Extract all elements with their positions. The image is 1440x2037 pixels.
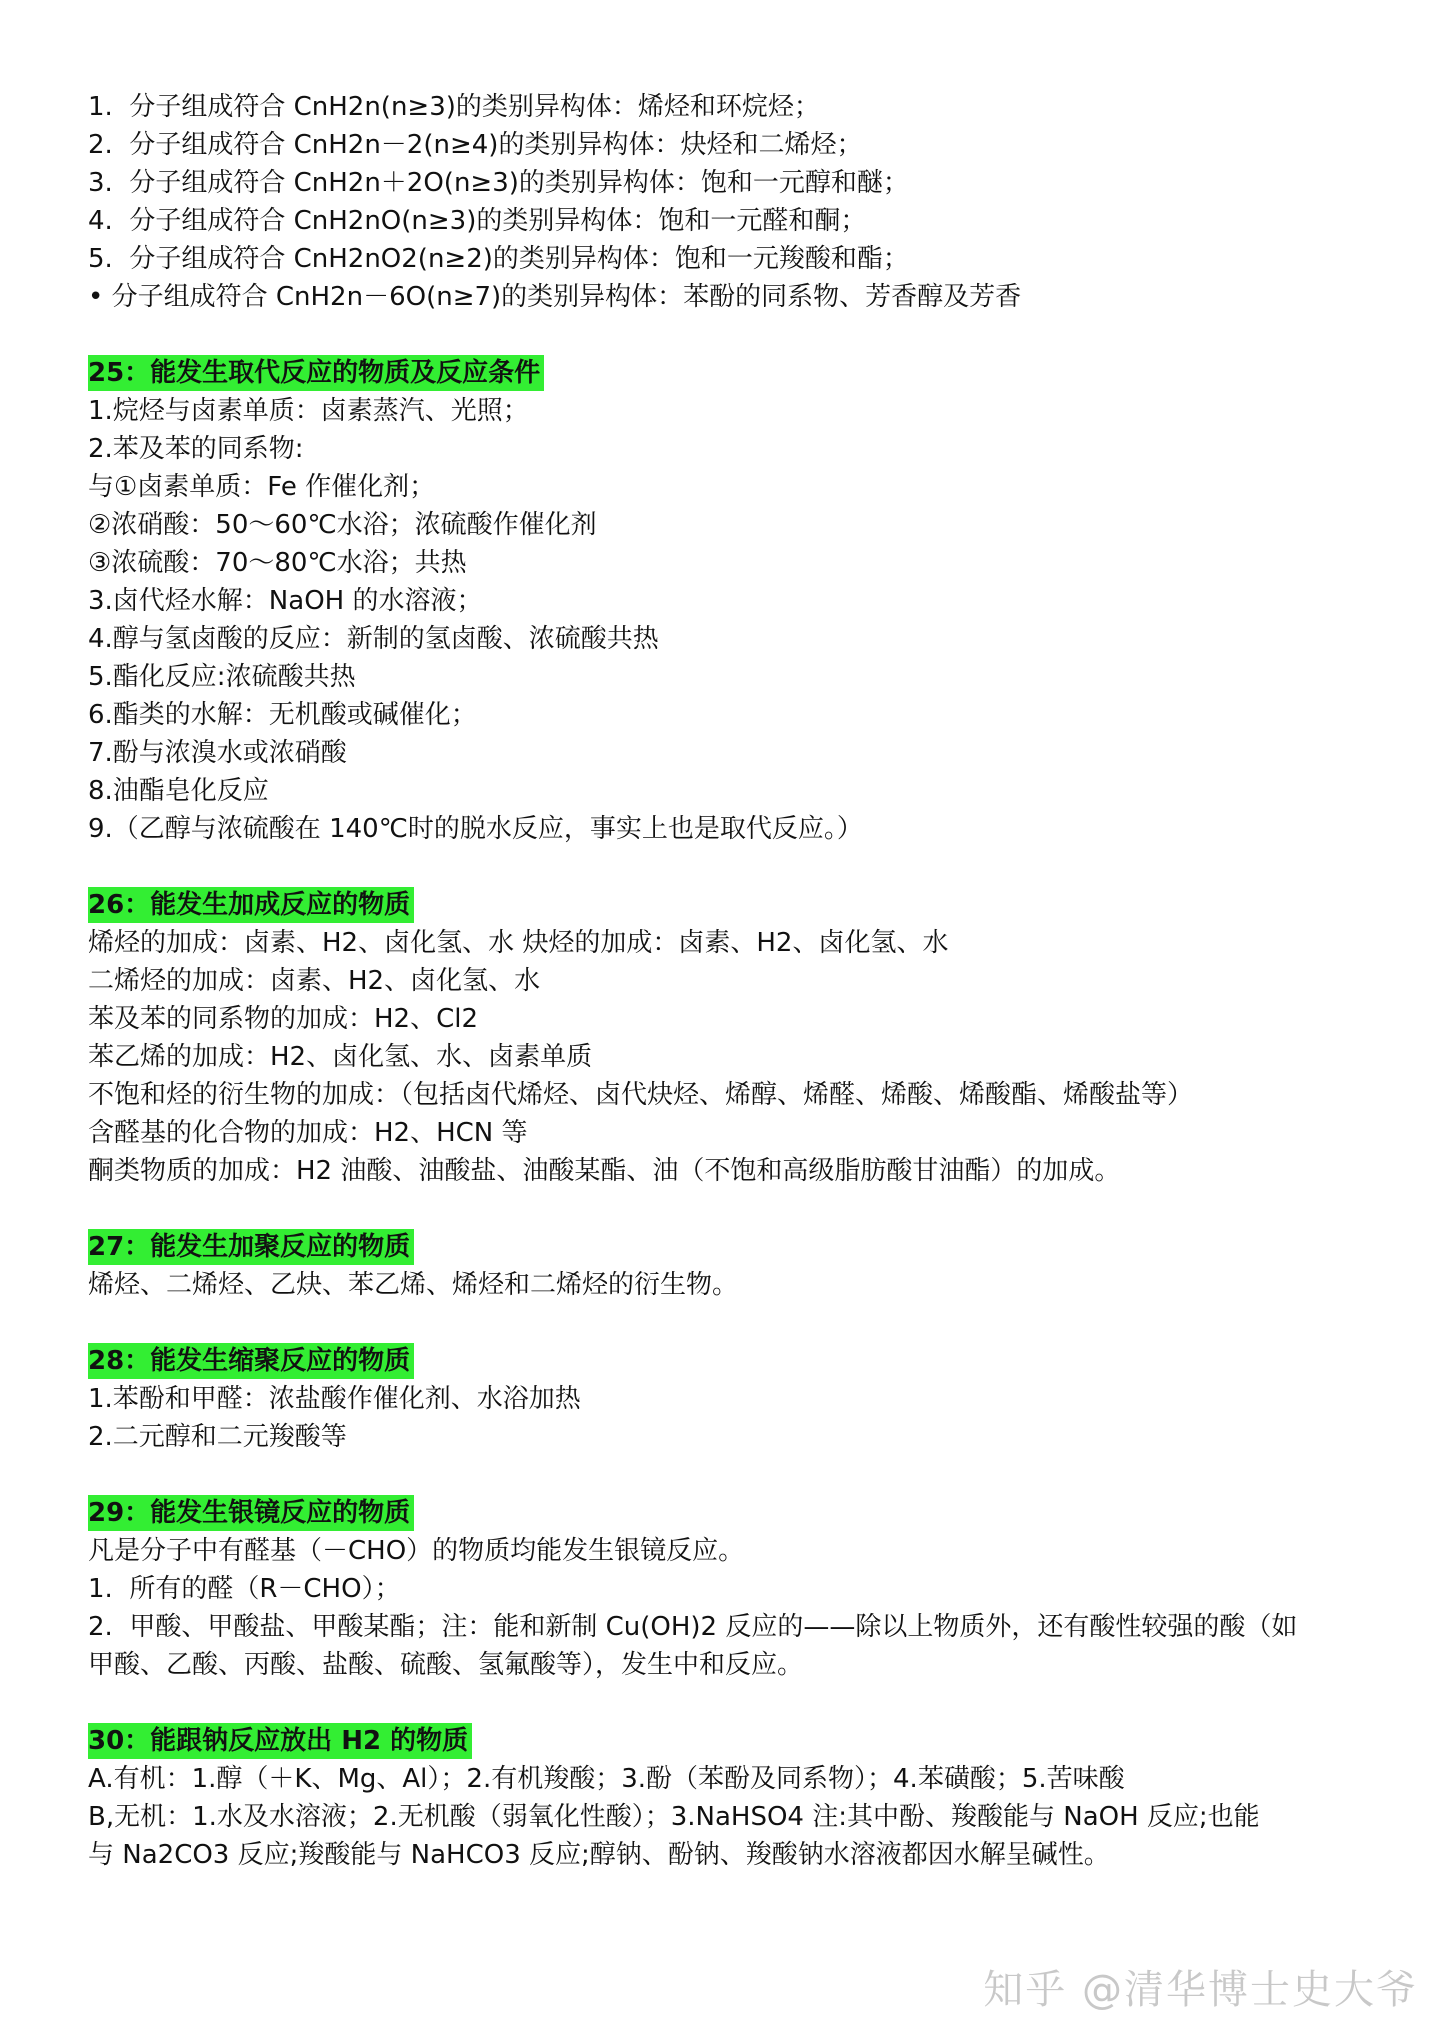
section-line: 酮类物质的加成：H2 油酸、油酸盐、油酸某酯、油（不饱和高级脂肪酸甘油酯）的加成。 bbox=[88, 1156, 1121, 1186]
section-line: 与①卤素单质：Fe 作催化剂； bbox=[88, 472, 436, 502]
section-heading: 26：能发生加成反应的物质 bbox=[88, 887, 414, 923]
section-line: 2. 甲酸、甲酸盐、甲酸某酯；注：能和新制 Cu(OH)2 反应的——除以上物质外，还有酸性较强的酸（如 bbox=[88, 1612, 1298, 1642]
section-line: 烯烃、二烯烃、乙炔、苯乙烯、烯烃和二烯烃的衍生物。 bbox=[88, 1270, 739, 1300]
section-line: 1. 所有的醛（R－CHO）； bbox=[88, 1574, 401, 1604]
section-30 bbox=[88, 1722, 1378, 1874]
section-line: 1.烷烃与卤素单质：卤素蒸汽、光照； bbox=[88, 396, 529, 426]
section-line: A.有机：1.醇（＋K、Mg、Al）；2.有机羧酸；3.酚（苯酚及同系物）；4.苯磺酸；5.苦味酸 bbox=[88, 1764, 1125, 1794]
section-line: 苯乙烯的加成：H2、卤化氢、水、卤素单质 bbox=[88, 1042, 593, 1072]
section-line: 3.卤代烃水解：NaOH 的水溶液； bbox=[88, 586, 483, 616]
intro-line: 5. 分子组成符合 CnH2nO2(n≥2)的类别异构体：饱和一元羧酸和酯； bbox=[88, 244, 909, 274]
section-line: 8.油酯皂化反应 bbox=[88, 776, 269, 806]
section-line: 9.（乙醇与浓硫酸在 140℃时的脱水反应，事实上也是取代反应。） bbox=[88, 814, 863, 844]
section-line: 不饱和烃的衍生物的加成：（包括卤代烯烃、卤代炔烃、烯醇、烯醛、烯酸、烯酸酯、烯酸盐等） bbox=[88, 1080, 1194, 1110]
section-line: 7.酚与浓溴水或浓硝酸 bbox=[88, 738, 347, 768]
section-line: ③浓硫酸：70～80℃水浴；共热 bbox=[88, 548, 467, 578]
section-line: 4.醇与氢卤酸的反应：新制的氢卤酸、浓硫酸共热 bbox=[88, 624, 659, 654]
section-line: 二烯烃的加成：卤素、H2、卤化氢、水 bbox=[88, 966, 541, 996]
intro-line: 1. 分子组成符合 CnH2n(n≥3)的类别异构体：烯烃和环烷烃； bbox=[88, 92, 820, 122]
section-25 bbox=[88, 354, 1378, 848]
section-line: 2.二元醇和二元羧酸等 bbox=[88, 1422, 347, 1452]
section-heading: 25：能发生取代反应的物质及反应条件 bbox=[88, 355, 544, 391]
intro-list bbox=[88, 88, 1378, 316]
section-28 bbox=[88, 1342, 1378, 1456]
section-heading: 30：能跟钠反应放出 H2 的物质 bbox=[88, 1723, 472, 1759]
section-line: 5.酯化反应:浓硫酸共热 bbox=[88, 662, 356, 692]
section-line: B,无机：1.水及水溶液；2.无机酸（弱氧化性酸）；3.NaHSO4 注:其中酚、羧酸能与 NaOH 反应;也能 bbox=[88, 1802, 1260, 1832]
section-line: 烯烃的加成：卤素、H2、卤化氢、水 炔烃的加成：卤素、H2、卤化氢、水 bbox=[88, 928, 949, 958]
document-body bbox=[88, 88, 1378, 1874]
section-line: 苯及苯的同系物的加成：H2、Cl2 bbox=[88, 1004, 479, 1034]
intro-line: 4. 分子组成符合 CnH2nO(n≥3)的类别异构体：饱和一元醛和酮； bbox=[88, 206, 867, 236]
zhihu-watermark: 知乎 @清华博士史大爷 bbox=[983, 1967, 1418, 2013]
section-line: 1.苯酚和甲醛：浓盐酸作催化剂、水浴加热 bbox=[88, 1384, 581, 1414]
section-line: 6.酯类的水解：无机酸或碱催化； bbox=[88, 700, 477, 730]
intro-line: 2. 分子组成符合 CnH2n－2(n≥4)的类别异构体：炔烃和二烯烃； bbox=[88, 130, 863, 160]
section-line: 含醛基的化合物的加成：H2、HCN 等 bbox=[88, 1118, 528, 1148]
intro-line: 3. 分子组成符合 CnH2n＋2O(n≥3)的类别异构体：饱和一元醇和醚； bbox=[88, 168, 909, 198]
section-line: 甲酸、乙酸、丙酸、盐酸、硫酸、氢氟酸等），发生中和反应。 bbox=[88, 1650, 804, 1680]
section-27 bbox=[88, 1228, 1378, 1304]
section-heading: 27：能发生加聚反应的物质 bbox=[88, 1229, 414, 1265]
section-26 bbox=[88, 886, 1378, 1190]
section-line: 凡是分子中有醛基（－CHO）的物质均能发生银镜反应。 bbox=[88, 1536, 745, 1566]
section-heading: 28：能发生缩聚反应的物质 bbox=[88, 1343, 414, 1379]
intro-line: • 分子组成符合 CnH2n－6O(n≥7)的类别异构体：苯酚的同系物、芳香醇及芳香 bbox=[88, 282, 1022, 312]
section-line: ②浓硝酸：50～60℃水浴；浓硫酸作催化剂 bbox=[88, 510, 597, 540]
section-29 bbox=[88, 1494, 1378, 1684]
section-heading: 29：能发生银镜反应的物质 bbox=[88, 1495, 414, 1531]
section-line: 2.苯及苯的同系物: bbox=[88, 434, 304, 464]
section-line: 与 Na2CO3 反应;羧酸能与 NaHCO3 反应;醇钠、酚钠、羧酸钠水溶液都因水解呈碱性。 bbox=[88, 1840, 1110, 1870]
